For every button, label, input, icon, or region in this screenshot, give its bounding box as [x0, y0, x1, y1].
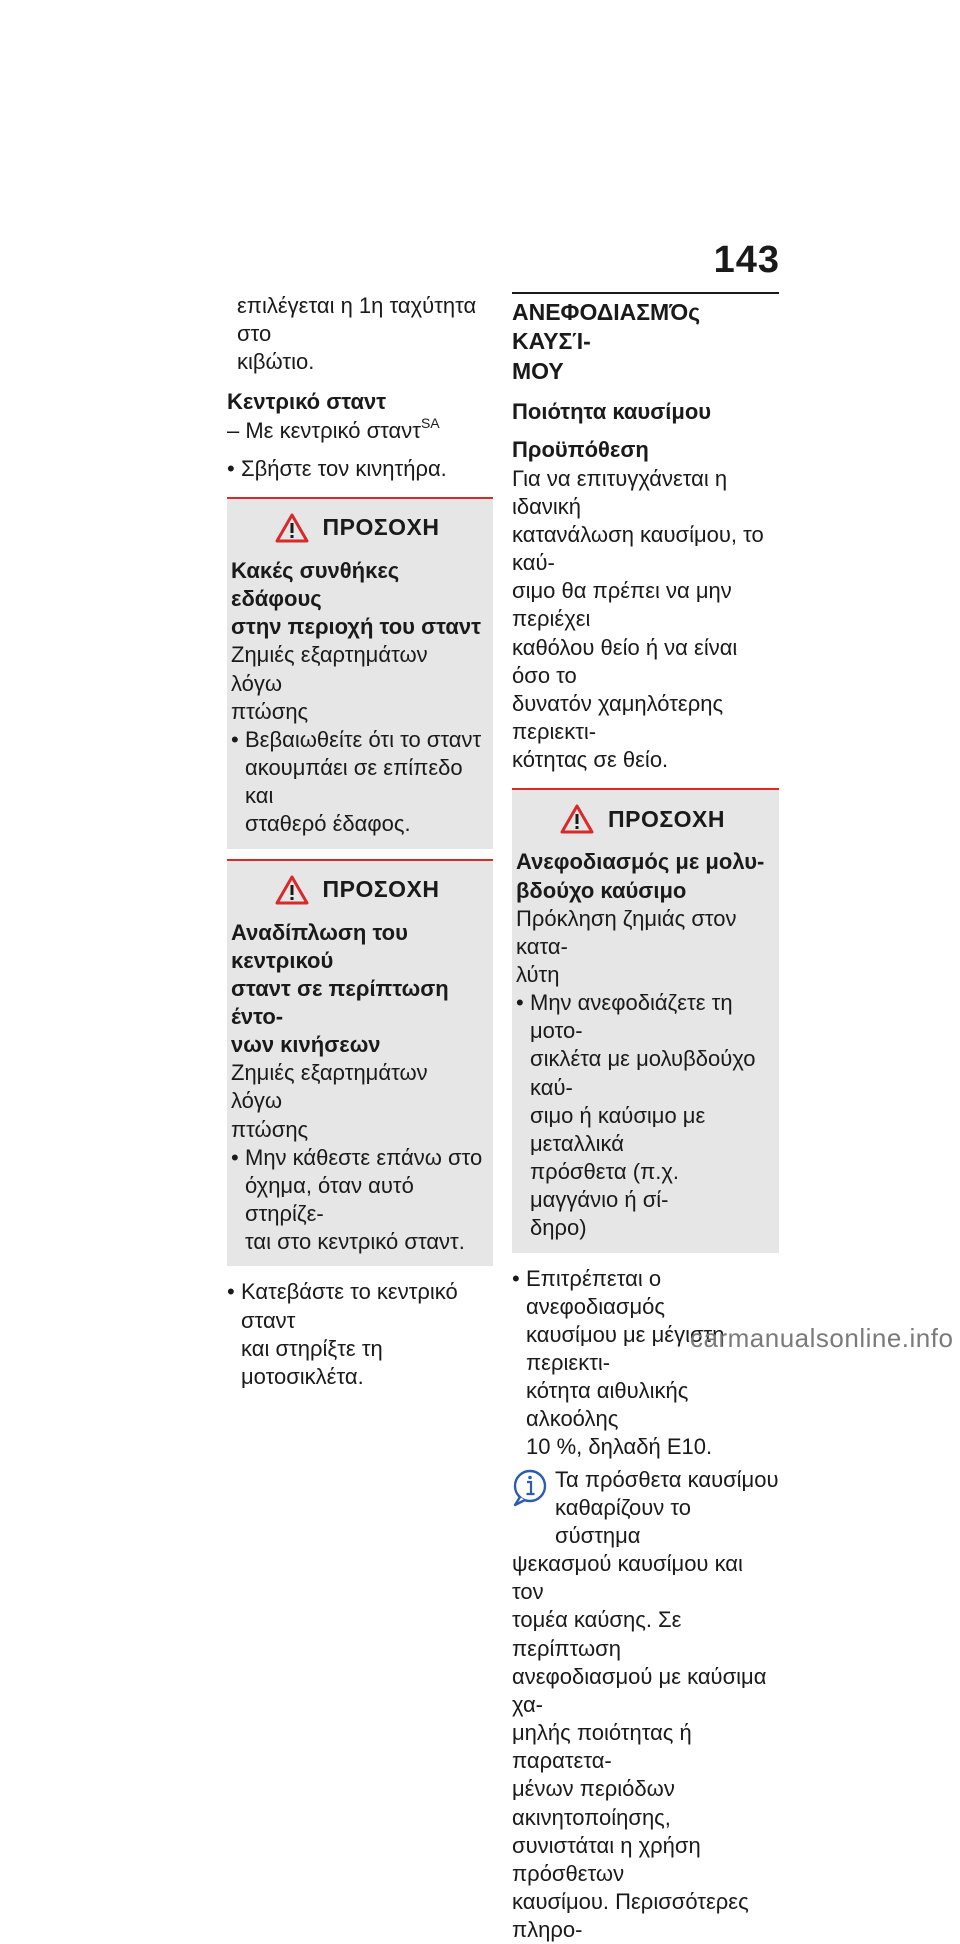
bullet-line: κότητα αιθυλικής αλκοόλης: [526, 1378, 689, 1432]
bullet-engine-off: [227, 455, 493, 483]
bullet-line: Κατεβάστε το κεντρικό σταντ: [241, 1279, 458, 1333]
warning-header: [231, 875, 483, 905]
bullet-icon: •: [227, 455, 235, 481]
body-line: λύτη: [516, 961, 560, 987]
text-line: καθόλου θείο ή να είναι όσο το: [512, 634, 738, 688]
bullet-line: Επιτρέπεται ο ανεφοδιασμός: [526, 1265, 665, 1319]
bullet-line: σταθερό έδαφος.: [245, 811, 411, 837]
warning-triangle-icon: [275, 513, 309, 543]
bullet-line: Βεβαιωθείτε ότι το σταντ: [245, 726, 482, 752]
warning-body: [231, 641, 483, 725]
warning-triangle-icon: [560, 804, 594, 834]
bullet-text: [526, 1265, 779, 1462]
info-line: συνιστάται η χρήση πρόσθετων: [512, 1832, 701, 1886]
bullet-lower-stand: [227, 1278, 493, 1391]
body-line: πτώσης: [231, 1116, 309, 1142]
heading-line: Κακές συνθήκες εδάφους: [231, 557, 400, 612]
info-icon: [512, 1466, 550, 1508]
text-line: σιμο θα πρέπει να μην περιέχει: [512, 578, 732, 632]
warning-box-stand-fold: [227, 859, 493, 1267]
warning-title: ΠΡΟΣΟΧΗ: [322, 514, 440, 541]
info-line: μηλής ποιότητας ή παρατετα-: [512, 1720, 692, 1774]
warning-heading: [231, 919, 483, 1060]
prerequisite-heading: Προϋπόθεση: [512, 437, 649, 463]
warning-box-ground: [227, 497, 493, 849]
bullet-line: ακουμπάει σε επίπεδο και: [245, 755, 463, 809]
center-stand-condition: [227, 414, 493, 445]
warning-heading: [231, 557, 483, 641]
info-block-additives: [512, 1466, 779, 1944]
bullet-line: ται στο κεντρικό σταντ.: [245, 1229, 465, 1255]
warning-header: [516, 804, 769, 834]
prerequisite-text: [512, 465, 779, 775]
heading-line: νων κινήσεων: [231, 1032, 381, 1058]
warning-title: ΠΡΟΣΟΧΗ: [608, 805, 725, 832]
warning-triangle-icon: [275, 875, 309, 905]
bullet-icon: •: [227, 1279, 235, 1305]
info-line: καυσίμου. Περισσότερες πληρο-: [512, 1888, 749, 1943]
right-column: [512, 292, 779, 1944]
text-line: κιβώτιο.: [237, 349, 315, 375]
bullet-line: πρόσθετα (π.χ. μαγγάνιο ή σί-: [530, 1159, 680, 1213]
info-line: καθαρίζουν το σύστημα: [555, 1494, 692, 1548]
bullet-line: Μην κάθεστε επάνω στο: [245, 1144, 483, 1170]
text-line: κότητας σε θείο.: [512, 747, 669, 773]
info-line: ψεκασμού καυσίμου και τον: [512, 1551, 743, 1605]
info-line: μένων περιόδων ακινητοποίησης,: [512, 1776, 675, 1830]
warning-title: ΠΡΟΣΟΧΗ: [322, 875, 440, 902]
warning-body: [516, 905, 769, 989]
warning-bullet: [231, 726, 483, 839]
heading-line: Αναδίπλωση του κεντρικού: [231, 919, 408, 973]
bullet-line: Μην ανεφοδιάζετε τη μοτο-: [530, 990, 733, 1044]
text-line: Για να επιτυγχάνεται η ιδανική: [512, 465, 728, 519]
fuel-quality-heading: Ποιότητα καυσίμου: [512, 399, 712, 425]
warning-body: [231, 1059, 483, 1143]
sa-superscript: SA: [420, 414, 440, 431]
bullet-line: σιμο ή καύσιμο με μεταλλικά: [530, 1102, 706, 1156]
bullet-icon: •: [231, 726, 239, 752]
center-stand-heading: Κεντρικό σταντ: [227, 389, 387, 415]
bullet-line: και στηρίξτε τη μοτοσικλέτα.: [241, 1335, 383, 1389]
watermark: carmanualsonline.info: [690, 1323, 954, 1353]
warning-bullet: [516, 989, 769, 1242]
left-column: [227, 292, 493, 1391]
info-first-lines: [512, 1466, 779, 1550]
bullet-line: δηρο): [530, 1215, 587, 1241]
body-line: Πρόκληση ζημιάς στον κατα-: [516, 905, 737, 959]
body-line: Ζημιές εξαρτημάτων λόγω: [231, 642, 428, 696]
bullet-line: σικλέτα με μολυβδούχο καύ-: [530, 1046, 756, 1100]
bullet-ethanol: [512, 1265, 779, 1462]
bullet-text: [245, 726, 483, 839]
intro-text: [227, 292, 493, 376]
bullet-text: [245, 1144, 483, 1257]
bullet-text: [241, 1278, 493, 1391]
text-line: κατανάλωση καυσίμου, το καύ-: [512, 521, 764, 576]
title-line: ΑΝΕΦΟΔΙΑΣΜΌς ΚΑΥΣΊ-: [512, 299, 701, 355]
warning-bullet: [231, 1144, 483, 1257]
heading-line: στην περιοχή του σταντ: [231, 614, 481, 640]
bullet-icon: •: [231, 1144, 239, 1170]
body-line: Ζημιές εξαρτημάτων λόγω: [231, 1060, 428, 1114]
text-line: δυνατόν χαμηλότερης περιεκτι-: [512, 690, 724, 745]
bullet-line: 10 %, δηλαδή E10.: [526, 1434, 713, 1460]
info-line: Τα πρόσθετα καυσίμου: [555, 1466, 779, 1492]
body-line: πτώσης: [231, 698, 309, 724]
bullet-icon: •: [512, 1265, 520, 1291]
bullet-text: Σβήστε τον κινητήρα.: [241, 455, 447, 481]
heading-line: βδούχο καύσιμο: [516, 877, 687, 903]
info-line: ανεφοδιασμού με καύσιμα χα-: [512, 1663, 767, 1717]
bullet-text: [530, 989, 769, 1242]
info-line: τομέα καύσης. Σε περίπτωση: [512, 1607, 682, 1661]
heading-line: σταντ σε περίπτωση έντο-: [231, 975, 449, 1029]
section-title: [512, 292, 779, 386]
title-line: ΜΟΥ: [512, 357, 564, 384]
text-line: επιλέγεται η 1η ταχύτητα στο: [237, 293, 477, 347]
warning-box-leaded-fuel: [512, 788, 779, 1252]
info-rest-lines: [512, 1550, 779, 1944]
warning-heading: [516, 848, 769, 904]
warning-header: [231, 513, 483, 543]
bullet-line: όχημα, όταν αυτό στηρίζε-: [245, 1172, 414, 1227]
bullet-line: καυσίμου με μέγιστη περιεκτι-: [526, 1321, 725, 1375]
page-number: 143: [713, 239, 780, 281]
bullet-icon: •: [516, 990, 524, 1016]
condition-text: – Με κεντρικό σταντ: [227, 417, 421, 443]
heading-line: Ανεφοδιασμός με μολυ-: [516, 849, 765, 875]
